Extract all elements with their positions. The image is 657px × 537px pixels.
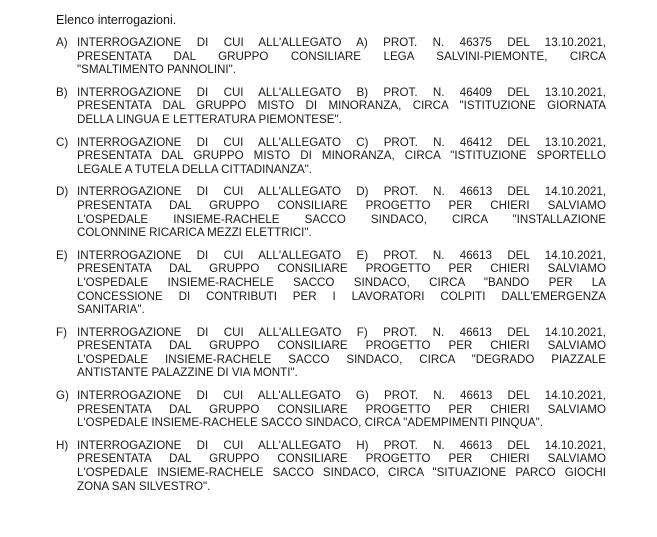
list-item-text-line: LEGALE A TUTELA DELLA CITTADINANZA". [77,162,312,176]
interrogation-list [56,36,606,493]
list-item [56,439,606,493]
list-item [56,36,606,77]
list-item-text-line: INTERROGAZIONE DI CUI ALL'ALLEGATO F) PROT. N. 46613 DEL 14.10.2021, [77,325,606,339]
list-item-text-line: PRESENTATA DAL GRUPPO CONSILIARE PROGETTO PER CHIERI SALVIAMO [77,339,606,353]
list-item-text-line: L'OSPEDALE INSIEME-RACHELE SACCO SINDACO, CIRCA "BANDO PER LA [77,275,606,289]
list-item-text-line: INTERROGAZIONE DI CUI ALL'ALLEGATO H) PROT. N. 46613 DEL 14.10.2021, [77,438,606,452]
list-item-text-line: CONCESSIONE DI CONTRIBUTI PER I LAVORATORI COLPITI DALL'EMERGENZA [77,289,606,303]
list-item-text-line: PRESENTATA DAL GRUPPO MISTO DI MINORANZA, CIRCA "ISTITUZIONE GIORNATA [77,99,606,113]
list-item-text-line: SANITARIA". [77,303,145,317]
list-item [56,185,606,239]
list-item-text-line: PRESENTATA DAL GRUPPO CONSILIARE PROGETTO PER CHIERI SALVIAMO [77,402,606,416]
list-item-text-line: INTERROGAZIONE DI CUI ALL'ALLEGATO G) PROT. N. 46613 DEL 14.10.2021, [77,389,606,403]
list-item-text-line: INTERROGAZIONE DI CUI ALL'ALLEGATO E) PROT. N. 46613 DEL 14.10.2021, [77,248,606,262]
list-item [56,326,606,380]
list-item-text-line: INTERROGAZIONE DI CUI ALL'ALLEGATO B) PROT. N. 46409 DEL 13.10.2021, [77,85,606,99]
list-item-letter: F) [56,325,67,339]
list-item [56,249,606,317]
list-item-text-line: ANTISTANTE PALAZZINE DI VIA MONTI". [77,366,298,380]
list-item-letter: C) [56,135,69,149]
list-item [56,389,606,430]
list-item [56,86,606,127]
list-item-letter: H) [56,438,69,452]
list-item-text-line: INTERROGAZIONE DI CUI ALL'ALLEGATO A) PROT. N. 46375 DEL 13.10.2021, [77,36,606,49]
list-item-letter: A) [56,36,68,49]
page-heading: Elenco interrogazioni. [56,13,177,27]
list-item-letter: G) [56,389,69,403]
list-item-text-line: COLONNINE RICARICA MEZZI ELETTRICI". [77,226,312,240]
list-item-text-line: L'OSPEDALE INSIEME-RACHELE SACCO SINDACO, CIRCA "INSTALLAZIONE [77,212,606,226]
list-item [56,136,606,177]
list-item-text-line: PRESENTATA DAL GRUPPO CONSILIARE PROGETTO PER CHIERI SALVIAMO [77,452,606,466]
list-item-text-line: L'OSPEDALE INSIEME-RACHELE SACCO SINDACO, CIRCA "ADEMPIMENTI PINQUA". [77,416,543,430]
list-item-text-line: PRESENTATA DAL GRUPPO CONSILIARE LEGA SALVINI-PIEMONTE, CIRCA [77,49,606,63]
list-item-text-line: "SMALTIMENTO PANNOLINI". [77,63,236,77]
list-item-text-line: L'OSPEDALE INSIEME-RACHELE SACCO SINDACO, CIRCA "SITUAZIONE PARCO GIOCHI [77,466,606,480]
list-item-letter: D) [56,185,69,199]
list-item-text-line: INTERROGAZIONE DI CUI ALL'ALLEGATO C) PROT. N. 46412 DEL 13.10.2021, [77,135,606,149]
list-item-text-line: PRESENTATA DAL GRUPPO CONSILIARE PROGETTO PER CHIERI SALVIAMO [77,198,606,212]
list-item-text-line: PRESENTATA DAL GRUPPO MISTO DI MINORANZA, CIRCA "ISTITUZIONE SPORTELLO [77,149,606,163]
list-item-text-line: INTERROGAZIONE DI CUI ALL'ALLEGATO D) PROT. N. 46613 DEL 14.10.2021, [77,185,606,199]
list-item-letter: B) [56,85,68,99]
list-item-text-line: PRESENTATA DAL GRUPPO CONSILIARE PROGETTO PER CHIERI SALVIAMO [77,262,606,276]
list-item-text-line: DELLA LINGUA E LETTERATURA PIEMONTESE". [77,112,342,126]
list-item-text-line: ZONA SAN SILVESTRO". [77,479,211,493]
list-item-text-line: L'OSPEDALE INSIEME-RACHELE SACCO SINDACO, CIRCA "DEGRADO PIAZZALE [77,352,606,366]
list-item-letter: E) [56,248,68,262]
